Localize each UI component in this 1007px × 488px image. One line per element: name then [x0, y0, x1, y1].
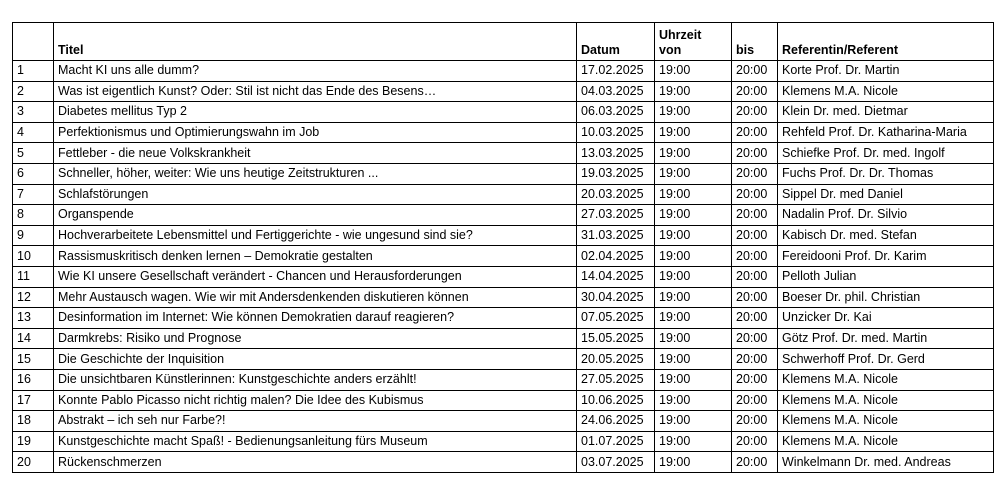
cell-time-to: 20:00 [732, 205, 778, 226]
table-body [13, 61, 994, 473]
cell-speaker: Boeser Dr. phil. Christian [778, 287, 994, 308]
cell-time-from: 19:00 [655, 163, 732, 184]
cell-time-to: 20:00 [732, 287, 778, 308]
cell-title: Rückenschmerzen [54, 452, 577, 473]
cell-number: 2 [13, 81, 54, 102]
cell-title: Die Geschichte der Inquisition [54, 349, 577, 370]
cell-time-from: 19:00 [655, 143, 732, 164]
cell-time-to: 20:00 [732, 411, 778, 432]
cell-date: 24.06.2025 [577, 411, 655, 432]
cell-time-from: 19:00 [655, 287, 732, 308]
cell-title: Macht KI uns alle dumm? [54, 61, 577, 82]
cell-time-from: 19:00 [655, 61, 732, 82]
cell-date: 20.03.2025 [577, 184, 655, 205]
cell-date: 14.04.2025 [577, 266, 655, 287]
table-row [13, 143, 994, 164]
table-row [13, 102, 994, 123]
cell-date: 10.03.2025 [577, 122, 655, 143]
cell-title: Konnte Pablo Picasso nicht richtig malen? Die Idee des Kubismus [54, 390, 577, 411]
cell-number: 3 [13, 102, 54, 123]
lecture-schedule-sheet [12, 22, 994, 473]
cell-speaker: Winkelmann Dr. med. Andreas [778, 452, 994, 473]
cell-number: 16 [13, 369, 54, 390]
cell-time-to: 20:00 [732, 452, 778, 473]
cell-speaker: Fuchs Prof. Dr. Dr. Thomas [778, 163, 994, 184]
cell-title: Darmkrebs: Risiko und Prognose [54, 328, 577, 349]
cell-title: Desinformation im Internet: Wie können Demokratien darauf reagieren? [54, 308, 577, 329]
table-row [13, 81, 994, 102]
cell-date: 19.03.2025 [577, 163, 655, 184]
cell-time-from: 19:00 [655, 81, 732, 102]
cell-number: 11 [13, 266, 54, 287]
cell-title: Hochverarbeitete Lebensmittel und Fertiggerichte - wie ungesund sind sie? [54, 225, 577, 246]
cell-speaker: Kabisch Dr. med. Stefan [778, 225, 994, 246]
cell-date: 27.05.2025 [577, 369, 655, 390]
cell-title: Die unsichtbaren Künstlerinnen: Kunstgeschichte anders erzählt! [54, 369, 577, 390]
cell-date: 01.07.2025 [577, 431, 655, 452]
header-time-label: Uhrzeit [659, 28, 702, 42]
cell-title: Wie KI unsere Gesellschaft verändert - Chancen und Herausforderungen [54, 266, 577, 287]
cell-speaker: Klemens M.A. Nicole [778, 411, 994, 432]
cell-title: Mehr Austausch wagen. Wie wir mit Andersdenkenden diskutieren können [54, 287, 577, 308]
header-speaker: Referentin/Referent [778, 23, 994, 61]
cell-speaker: Klein Dr. med. Dietmar [778, 102, 994, 123]
header-from-label: von [659, 43, 682, 57]
table-header [13, 23, 994, 61]
cell-date: 10.06.2025 [577, 390, 655, 411]
table-row [13, 369, 994, 390]
cell-time-to: 20:00 [732, 143, 778, 164]
cell-title: Abstrakt – ich seh nur Farbe?! [54, 411, 577, 432]
cell-date: 17.02.2025 [577, 61, 655, 82]
cell-time-from: 19:00 [655, 452, 732, 473]
cell-date: 06.03.2025 [577, 102, 655, 123]
cell-number: 18 [13, 411, 54, 432]
cell-title: Perfektionismus und Optimierungswahn im Job [54, 122, 577, 143]
cell-title: Schneller, höher, weiter: Wie uns heutige Zeitstrukturen ... [54, 163, 577, 184]
header-time-from [655, 23, 732, 61]
cell-time-from: 19:00 [655, 328, 732, 349]
cell-date: 03.07.2025 [577, 452, 655, 473]
cell-date: 13.03.2025 [577, 143, 655, 164]
cell-speaker: Schwerhoff Prof. Dr. Gerd [778, 349, 994, 370]
table-row [13, 287, 994, 308]
cell-number: 1 [13, 61, 54, 82]
cell-date: 15.05.2025 [577, 328, 655, 349]
cell-number: 9 [13, 225, 54, 246]
cell-speaker: Korte Prof. Dr. Martin [778, 61, 994, 82]
table-row [13, 163, 994, 184]
cell-time-to: 20:00 [732, 225, 778, 246]
cell-speaker: Klemens M.A. Nicole [778, 431, 994, 452]
cell-speaker: Rehfeld Prof. Dr. Katharina-Maria [778, 122, 994, 143]
header-date: Datum [577, 23, 655, 61]
table-row [13, 411, 994, 432]
cell-speaker: Nadalin Prof. Dr. Silvio [778, 205, 994, 226]
cell-time-to: 20:00 [732, 102, 778, 123]
cell-number: 15 [13, 349, 54, 370]
cell-time-from: 19:00 [655, 205, 732, 226]
cell-time-to: 20:00 [732, 81, 778, 102]
cell-speaker: Schiefke Prof. Dr. med. Ingolf [778, 143, 994, 164]
cell-number: 5 [13, 143, 54, 164]
table-row [13, 61, 994, 82]
cell-time-to: 20:00 [732, 431, 778, 452]
cell-time-from: 19:00 [655, 225, 732, 246]
cell-number: 14 [13, 328, 54, 349]
cell-number: 4 [13, 122, 54, 143]
cell-date: 07.05.2025 [577, 308, 655, 329]
cell-date: 31.03.2025 [577, 225, 655, 246]
cell-number: 8 [13, 205, 54, 226]
cell-speaker: Fereidooni Prof. Dr. Karim [778, 246, 994, 267]
table-row [13, 246, 994, 267]
table-row [13, 122, 994, 143]
cell-time-to: 20:00 [732, 390, 778, 411]
cell-time-from: 19:00 [655, 266, 732, 287]
cell-time-from: 19:00 [655, 102, 732, 123]
table-row [13, 205, 994, 226]
table-row [13, 266, 994, 287]
table-row [13, 328, 994, 349]
cell-time-from: 19:00 [655, 369, 732, 390]
cell-title: Organspende [54, 205, 577, 226]
cell-number: 13 [13, 308, 54, 329]
table-row [13, 225, 994, 246]
cell-speaker: Sippel Dr. med Daniel [778, 184, 994, 205]
cell-speaker: Klemens M.A. Nicole [778, 369, 994, 390]
header-time-to: bis [732, 23, 778, 61]
cell-date: 27.03.2025 [577, 205, 655, 226]
header-row [13, 23, 994, 61]
cell-title: Rassismuskritisch denken lernen – Demokratie gestalten [54, 246, 577, 267]
cell-title: Schlafstörungen [54, 184, 577, 205]
table-row [13, 349, 994, 370]
cell-date: 30.04.2025 [577, 287, 655, 308]
cell-speaker: Klemens M.A. Nicole [778, 81, 994, 102]
cell-date: 04.03.2025 [577, 81, 655, 102]
cell-number: 20 [13, 452, 54, 473]
cell-date: 02.04.2025 [577, 246, 655, 267]
cell-number: 7 [13, 184, 54, 205]
cell-time-to: 20:00 [732, 308, 778, 329]
cell-title: Was ist eigentlich Kunst? Oder: Stil ist nicht das Ende des Besens… [54, 81, 577, 102]
cell-time-from: 19:00 [655, 349, 732, 370]
cell-title: Fettleber - die neue Volkskrankheit [54, 143, 577, 164]
cell-title: Kunstgeschichte macht Spaß! - Bedienungsanleitung fürs Museum [54, 431, 577, 452]
cell-number: 12 [13, 287, 54, 308]
cell-time-from: 19:00 [655, 390, 732, 411]
table-row [13, 308, 994, 329]
cell-speaker: Klemens M.A. Nicole [778, 390, 994, 411]
table-row [13, 390, 994, 411]
header-number [13, 23, 54, 61]
cell-number: 6 [13, 163, 54, 184]
lecture-schedule-table [12, 22, 994, 473]
cell-time-to: 20:00 [732, 184, 778, 205]
cell-time-to: 20:00 [732, 369, 778, 390]
cell-time-from: 19:00 [655, 411, 732, 432]
cell-time-to: 20:00 [732, 163, 778, 184]
cell-number: 10 [13, 246, 54, 267]
table-row [13, 184, 994, 205]
cell-title: Diabetes mellitus Typ 2 [54, 102, 577, 123]
cell-time-from: 19:00 [655, 122, 732, 143]
cell-time-from: 19:00 [655, 184, 732, 205]
cell-time-from: 19:00 [655, 308, 732, 329]
cell-time-from: 19:00 [655, 431, 732, 452]
cell-number: 19 [13, 431, 54, 452]
cell-number: 17 [13, 390, 54, 411]
cell-speaker: Pelloth Julian [778, 266, 994, 287]
cell-time-to: 20:00 [732, 349, 778, 370]
table-row [13, 452, 994, 473]
cell-speaker: Götz Prof. Dr. med. Martin [778, 328, 994, 349]
header-title: Titel [54, 23, 577, 61]
cell-time-to: 20:00 [732, 328, 778, 349]
cell-time-to: 20:00 [732, 246, 778, 267]
cell-time-to: 20:00 [732, 122, 778, 143]
cell-speaker: Unzicker Dr. Kai [778, 308, 994, 329]
table-row [13, 431, 994, 452]
cell-date: 20.05.2025 [577, 349, 655, 370]
cell-time-from: 19:00 [655, 246, 732, 267]
cell-time-to: 20:00 [732, 266, 778, 287]
cell-time-to: 20:00 [732, 61, 778, 82]
